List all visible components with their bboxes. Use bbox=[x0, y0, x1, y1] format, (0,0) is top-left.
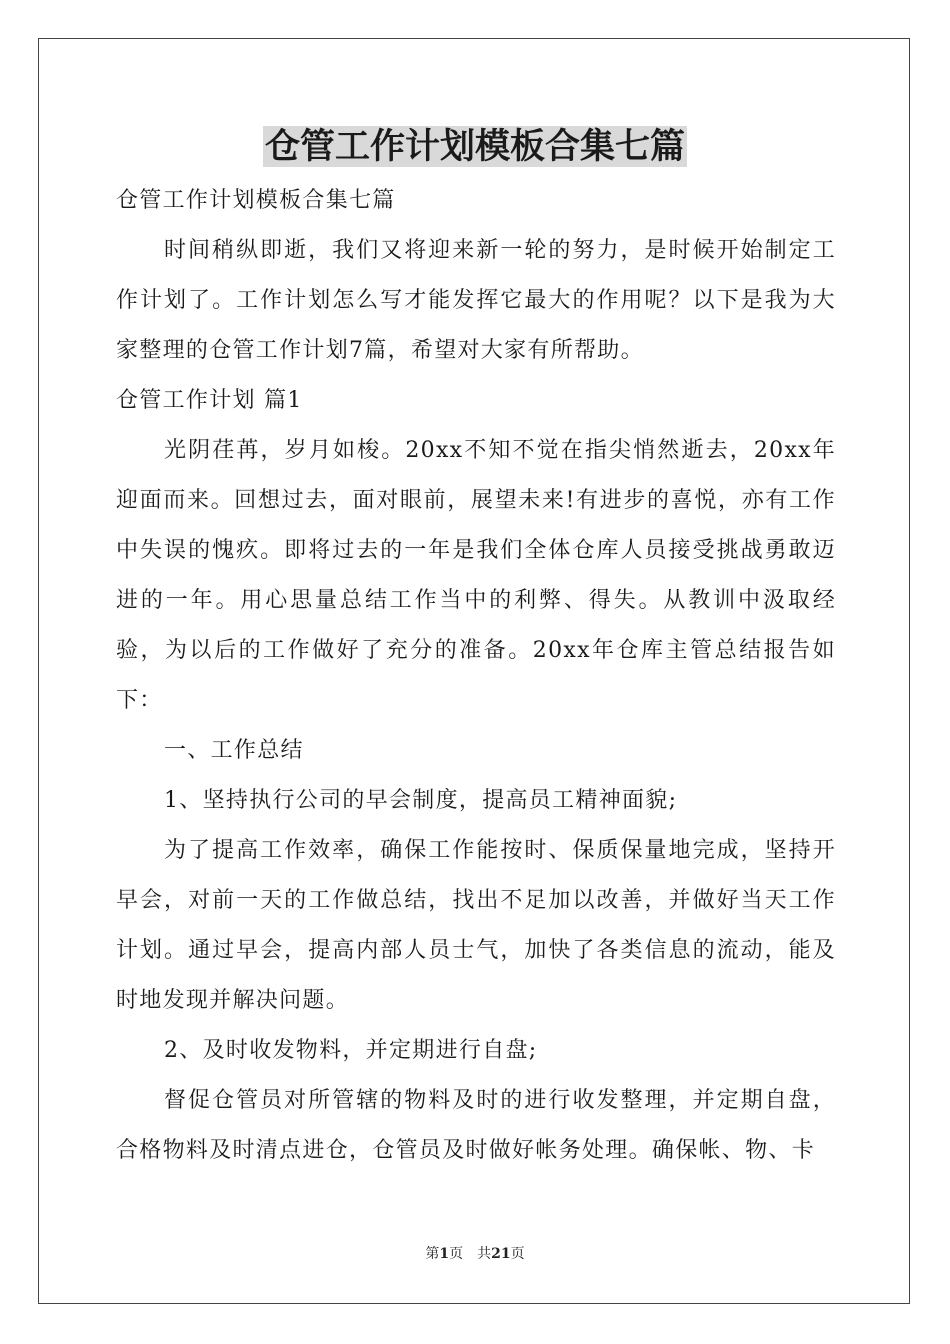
subsection-heading: 一、工作总结 bbox=[164, 738, 304, 763]
section-heading: 仓管工作计划 篇1 bbox=[116, 388, 303, 413]
total-prefix: 共 bbox=[477, 1246, 492, 1262]
page-total: 21 bbox=[491, 1246, 511, 1262]
page-prefix: 第 bbox=[425, 1246, 440, 1262]
total-suffix: 页 bbox=[510, 1246, 525, 1262]
paragraph: 督促仓管员对所管辖的物料及时的进行收发整理，并定期自盘，合格物料及时清点进仓，仓管员及时做好帐务处理。确保帐、物、卡 bbox=[116, 1088, 836, 1163]
paragraph: 为了提高工作效率，确保工作能按时、保质保量地完成，坚持开早会，对前一天的工作做总结，找出不足加以改善，并做好当天工作计划。通过早会，提高内部人员士气，加快了各类信息的流动，能及时地发现并解决问题。 bbox=[116, 838, 836, 1013]
document-body bbox=[116, 176, 836, 1176]
paragraph-subtitle: 仓管工作计划模板合集七篇 bbox=[116, 188, 396, 213]
page-suffix: 页 bbox=[449, 1246, 464, 1262]
page-current: 1 bbox=[439, 1246, 450, 1262]
paragraph: 光阴荏苒，岁月如梭。20xx不知不觉在指尖悄然逝去，20xx年迎面而来。回想过去，面对眼前，展望未来!有进步的喜悦，亦有工作中失误的愧疚。即将过去的一年是我们全体仓库人员接受挑战勇敢迈进的一年。用心思量总结工作当中的利弊、得失。从教训中汲取经验，为以后的工作做好了充分的准备。20xx年仓库主管总结报告如下： bbox=[116, 438, 836, 713]
list-item-heading: 1、坚持执行公司的早会制度，提高员工精神面貌; bbox=[164, 788, 678, 813]
page-footer bbox=[0, 1244, 950, 1264]
document-title-text: 仓管工作计划模板合集七篇 bbox=[264, 126, 685, 167]
document-title bbox=[0, 122, 950, 172]
paragraph-intro: 时间稍纵即逝，我们又将迎来新一轮的努力，是时候开始制定工作计划了。工作计划怎么写才能发挥它最大的作用呢？以下是我为大家整理的仓管工作计划7篇，希望对大家有所帮助。 bbox=[116, 238, 836, 363]
list-item-heading: 2、及时收发物料，并定期进行自盘; bbox=[164, 1038, 538, 1063]
